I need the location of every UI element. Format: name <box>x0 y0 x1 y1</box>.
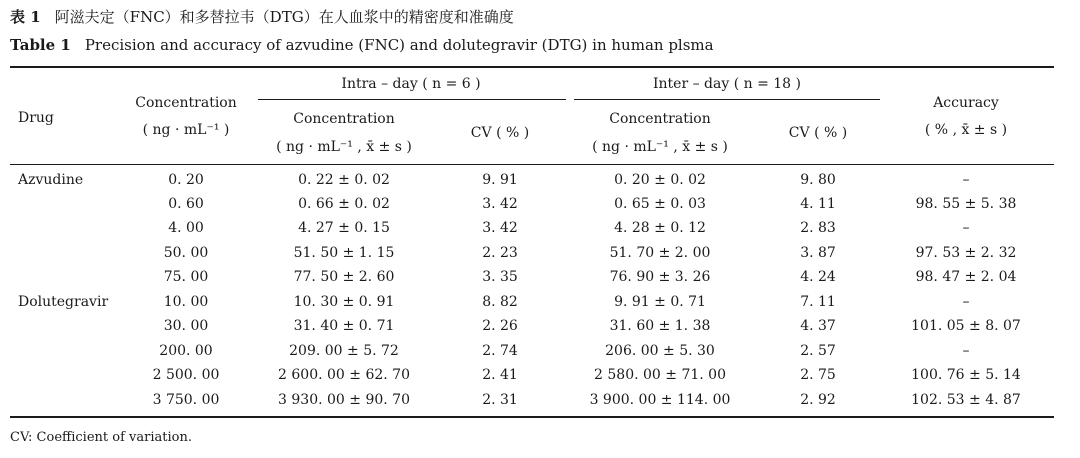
table-row-7-intra-cv: 2. 26 <box>482 318 518 334</box>
table-row-1-intra-conc: 0. 22 ± 0. 02 <box>298 172 390 188</box>
table-row-6-drug: Dolutegravir <box>18 294 109 310</box>
table-row-2-intra-conc: 0. 66 ± 0. 02 <box>298 196 390 212</box>
caption-en <box>10 36 714 54</box>
caption-en-title: Precision and accuracy of azvudine (FNC) and dolutegravir (DTG) in human plsma <box>84 36 714 54</box>
intra-day-underline <box>258 99 566 100</box>
header-inter-cv: CV ( % ) <box>788 125 848 141</box>
table-row-9-intra-conc: 2 600. 00 ± 62. 70 <box>278 367 410 383</box>
table-row-4-intra-cv: 2. 23 <box>482 245 518 261</box>
table-row-5-conc: 75. 00 <box>163 269 209 285</box>
table-row-6-intra-cv: 8. 82 <box>482 294 518 310</box>
header-intra-day: Intra – day ( n = 6 ) <box>341 76 481 92</box>
table-row-3-accuracy: – <box>962 220 970 236</box>
table-row-10-accuracy: 102. 53 ± 4. 87 <box>911 392 1021 408</box>
table-row-3-conc: 4. 00 <box>168 220 204 236</box>
table-row-10-inter-conc: 3 900. 00 ± 114. 00 <box>589 392 731 408</box>
table-row-8-accuracy: – <box>962 343 970 359</box>
table-row-7-inter-cv: 4. 37 <box>800 318 836 334</box>
header-inter-day: Inter – day ( n = 18 ) <box>652 76 802 92</box>
caption-cn <box>10 6 514 27</box>
table-row-9-inter-cv: 2. 75 <box>800 367 836 383</box>
table-row-1-accuracy: – <box>962 172 970 188</box>
table-row-9-accuracy: 100. 76 ± 5. 14 <box>911 367 1021 383</box>
table-row-9-conc: 2 500. 00 <box>152 367 220 383</box>
top-rule <box>10 66 1054 68</box>
table-row-6-intra-conc: 10. 30 ± 0. 91 <box>293 294 395 310</box>
table-row-8-intra-conc: 209. 00 ± 5. 72 <box>289 343 399 359</box>
table-row-6-accuracy: – <box>962 294 970 310</box>
caption-cn-title: 阿滋夫定（FNC）和多替拉韦（DTG）在人血浆中的精密度和准确度 <box>54 8 514 26</box>
table-row-4-inter-cv: 3. 87 <box>800 245 836 261</box>
table-row-7-inter-conc: 31. 60 ± 1. 38 <box>609 318 711 334</box>
table-row-10-conc: 3 750. 00 <box>152 392 220 408</box>
table-row-2-inter-cv: 4. 11 <box>800 196 836 212</box>
table-row-10-inter-cv: 2. 92 <box>800 392 836 408</box>
table-row-4-intra-conc: 51. 50 ± 1. 15 <box>293 245 395 261</box>
header-accuracy: Accuracy <box>933 95 999 111</box>
table-row-1-inter-cv: 9. 80 <box>800 172 836 188</box>
table-row-8-inter-cv: 2. 57 <box>800 343 836 359</box>
header-intra-cv: CV ( % ) <box>470 125 530 141</box>
table-row-9-intra-cv: 2. 41 <box>482 367 518 383</box>
bottom-rule <box>10 416 1054 418</box>
table-row-10-intra-conc: 3 930. 00 ± 90. 70 <box>278 392 410 408</box>
table-row-8-inter-conc: 206. 00 ± 5. 30 <box>605 343 715 359</box>
table-row-10-intra-cv: 2. 31 <box>482 392 518 408</box>
table-row-7-accuracy: 101. 05 ± 8. 07 <box>911 318 1021 334</box>
inter-day-underline <box>574 99 880 100</box>
caption-cn-number: 表 1 <box>10 8 41 26</box>
table-row-3-inter-conc: 4. 28 ± 0. 12 <box>614 220 706 236</box>
table-row-1-drug: Azvudine <box>18 172 84 188</box>
table-row-3-intra-cv: 3. 42 <box>482 220 518 236</box>
header-rule <box>10 164 1054 165</box>
table-row-9-inter-conc: 2 580. 00 ± 71. 00 <box>594 367 726 383</box>
header-inter-concentration: Concentration <box>609 111 711 127</box>
header-drug: Drug <box>18 110 54 126</box>
table-row-3-intra-conc: 4. 27 ± 0. 15 <box>298 220 390 236</box>
table-row-3-inter-cv: 2. 83 <box>800 220 836 236</box>
table-row-5-intra-conc: 77. 50 ± 2. 60 <box>293 269 395 285</box>
caption-en-number: Table 1 <box>10 36 71 54</box>
header-concentration-unit: ( ng · mL⁻¹ ) <box>142 122 230 138</box>
table-row-4-accuracy: 97. 53 ± 2. 32 <box>915 245 1017 261</box>
header-concentration: Concentration <box>135 95 237 111</box>
table-row-6-conc: 10. 00 <box>163 294 209 310</box>
table-row-8-conc: 200. 00 <box>159 343 213 359</box>
table-row-5-inter-conc: 76. 90 ± 3. 26 <box>609 269 711 285</box>
table-row-5-intra-cv: 3. 35 <box>482 269 518 285</box>
table-row-1-conc: 0. 20 <box>168 172 204 188</box>
table-row-5-inter-cv: 4. 24 <box>800 269 836 285</box>
table-row-4-inter-conc: 51. 70 ± 2. 00 <box>609 245 711 261</box>
table-row-4-conc: 50. 00 <box>163 245 209 261</box>
table-row-6-inter-conc: 9. 91 ± 0. 71 <box>614 294 706 310</box>
table-row-6-inter-cv: 7. 11 <box>800 294 836 310</box>
table-row-2-inter-conc: 0. 65 ± 0. 03 <box>614 196 706 212</box>
table-row-7-conc: 30. 00 <box>163 318 209 334</box>
header-intra-concentration-unit: ( ng · mL⁻¹ , x̄ ± s ) <box>276 139 412 155</box>
table-row-2-intra-cv: 3. 42 <box>482 196 518 212</box>
table-row-1-inter-conc: 0. 20 ± 0. 02 <box>614 172 706 188</box>
table-row-8-intra-cv: 2. 74 <box>482 343 518 359</box>
header-accuracy-unit: ( % , x̄ ± s ) <box>924 122 1008 138</box>
table-row-2-accuracy: 98. 55 ± 5. 38 <box>915 196 1017 212</box>
header-inter-concentration-unit: ( ng · mL⁻¹ , x̄ ± s ) <box>592 139 728 155</box>
header-intra-concentration: Concentration <box>293 111 395 127</box>
table-row-7-intra-conc: 31. 40 ± 0. 71 <box>293 318 395 334</box>
table-row-5-accuracy: 98. 47 ± 2. 04 <box>915 269 1017 285</box>
table-row-2-conc: 0. 60 <box>168 196 204 212</box>
table-footnote: CV: Coefficient of variation. <box>10 430 192 445</box>
table-row-1-intra-cv: 9. 91 <box>482 172 518 188</box>
